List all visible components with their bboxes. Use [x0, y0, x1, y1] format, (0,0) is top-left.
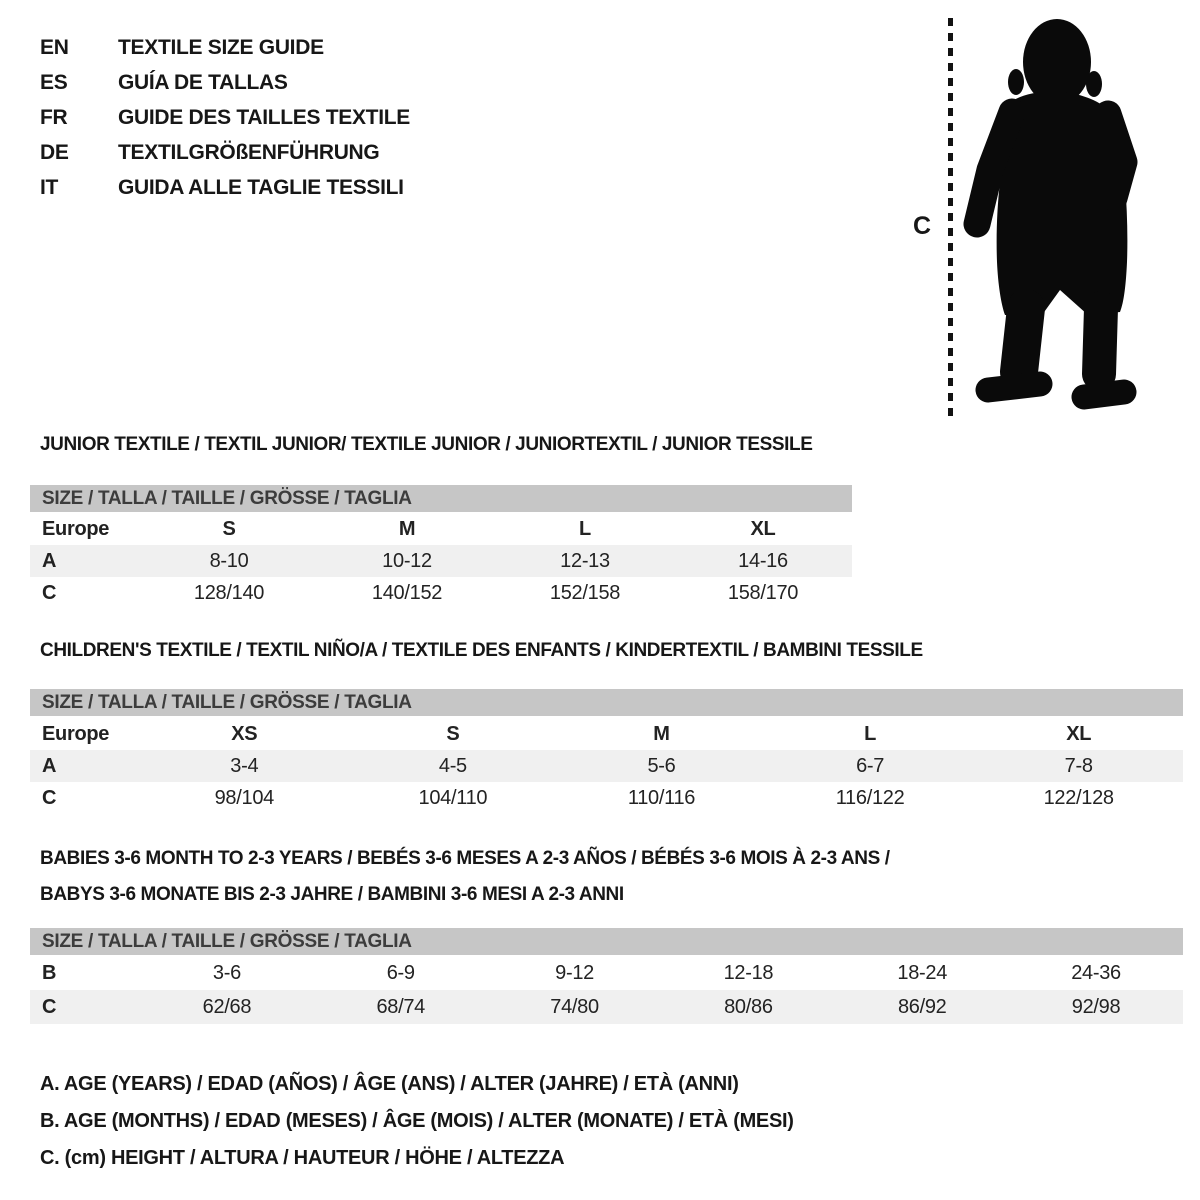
language-row-fr	[40, 100, 410, 135]
age-cell: 3-6	[212, 961, 241, 984]
legend-line-c: C. (cm) HEIGHT / ALTURA / HAUTEUR / HÖHE / ALTEZZA	[40, 1147, 565, 1169]
height-cell: 92/98	[1071, 995, 1121, 1018]
age-cell: 12-13	[560, 549, 610, 572]
age-cell: 8-10	[209, 549, 249, 572]
toddler-silhouette-icon	[960, 12, 1145, 422]
height-dashed-line	[948, 18, 953, 416]
age-cell: 6-9	[386, 961, 415, 984]
table-row	[30, 990, 1183, 1024]
height-cell: 74/80	[550, 995, 599, 1018]
babies-section-title-line1: BABIES 3-6 MONTH TO 2-3 YEARS / BEBÉS 3-6 MESES A 2-3 AÑOS / BÉBÉS 3-6 MOIS À 2-3 ANS /	[40, 848, 890, 869]
language-code: EN	[40, 35, 69, 59]
language-row-es	[40, 65, 410, 100]
height-measure-label: C	[913, 212, 932, 240]
height-cell: 62/68	[202, 995, 252, 1018]
height-cell: 98/104	[214, 786, 274, 809]
age-cell: 18-24	[897, 961, 948, 984]
row-label: C	[42, 995, 57, 1018]
height-cell: 140/152	[371, 581, 443, 604]
legend-line-b: B. AGE (MONTHS) / EDAD (MESES) / ÂGE (MOIS) / ALTER (MONATE) / ETÀ (MESI)	[40, 1110, 794, 1132]
size-cell: XS	[231, 722, 258, 745]
size-cell: M	[653, 722, 670, 745]
language-label: TEXTILGRÖßENFÜHRUNG	[118, 140, 380, 164]
row-label: Europe	[42, 722, 110, 745]
table-row	[30, 545, 852, 577]
size-cell: L	[864, 722, 877, 745]
size-cell: XL	[750, 517, 776, 540]
table-row	[30, 718, 1183, 750]
row-label: A	[42, 754, 57, 777]
age-cell: 3-4	[230, 754, 259, 777]
height-cell: 80/86	[724, 995, 773, 1018]
age-cell: 6-7	[856, 754, 885, 777]
height-cell: 116/122	[835, 786, 905, 809]
age-cell: 7-8	[1064, 754, 1093, 777]
row-label: Europe	[42, 517, 110, 540]
language-label: GUIDA ALLE TAGLIE TESSILI	[118, 175, 404, 199]
table-row	[30, 577, 852, 609]
children-size-table	[30, 718, 1183, 814]
height-cell: 152/158	[549, 581, 621, 604]
language-row-it	[40, 170, 410, 205]
size-cell: L	[579, 517, 591, 540]
age-cell: 14-16	[738, 549, 788, 572]
age-cell: 4-5	[438, 754, 467, 777]
height-cell: 158/170	[727, 581, 799, 604]
row-label: B	[42, 961, 57, 984]
table-row	[30, 956, 1183, 990]
language-row-de	[40, 135, 410, 170]
language-code: DE	[40, 140, 69, 164]
language-label: TEXTILE SIZE GUIDE	[118, 35, 324, 59]
language-row-en	[40, 30, 410, 65]
language-list	[40, 30, 410, 205]
row-label: C	[42, 786, 57, 809]
babies-size-table	[30, 956, 1183, 1024]
height-cell: 128/140	[193, 581, 265, 604]
junior-size-table	[30, 513, 852, 609]
size-cell: M	[398, 517, 416, 540]
junior-section-title: JUNIOR TEXTILE / TEXTIL JUNIOR/ TEXTILE JUNIOR / JUNIORTEXTIL / JUNIOR TESSILE	[40, 434, 813, 455]
language-code: FR	[40, 105, 68, 129]
language-code: IT	[40, 175, 59, 199]
age-cell: 10-12	[382, 549, 432, 572]
height-cell: 86/92	[897, 995, 947, 1018]
size-cell: S	[446, 722, 460, 745]
junior-size-header-bar: SIZE / TALLA / TAILLE / GRÖSSE / TAGLIA	[30, 485, 852, 512]
children-section-title: CHILDREN'S TEXTILE / TEXTIL NIÑO/A / TEXTILE DES ENFANTS / KINDERTEXTIL / BAMBINI TESSILE	[40, 640, 923, 661]
height-cell: 68/74	[376, 995, 426, 1018]
age-cell: 24-36	[1071, 961, 1121, 984]
age-cell: 12-18	[723, 961, 774, 984]
height-cell: 104/110	[418, 786, 488, 809]
height-cell: 122/128	[1043, 786, 1114, 809]
babies-size-header-bar: SIZE / TALLA / TAILLE / GRÖSSE / TAGLIA	[30, 928, 1183, 955]
size-cell: XL	[1066, 722, 1092, 745]
babies-section-title-line2: BABYS 3-6 MONATE BIS 2-3 JAHRE / BAMBINI 3-6 MESI A 2-3 ANNI	[40, 884, 624, 905]
age-cell: 5-6	[647, 754, 676, 777]
age-cell: 9-12	[555, 961, 594, 984]
table-row	[30, 513, 852, 545]
language-label: GUIDE DES TAILLES TEXTILE	[118, 105, 410, 129]
language-label: GUÍA DE TALLAS	[118, 70, 288, 94]
table-row	[30, 782, 1183, 814]
language-code: ES	[40, 70, 68, 94]
row-label: C	[42, 581, 57, 604]
legend	[40, 1066, 794, 1177]
table-row	[30, 750, 1183, 782]
height-cell: 110/116	[627, 786, 696, 809]
legend-line-a: A. AGE (YEARS) / EDAD (AÑOS) / ÂGE (ANS) / ALTER (JAHRE) / ETÀ (ANNI)	[40, 1073, 739, 1095]
row-label: A	[42, 549, 57, 572]
children-size-header-bar: SIZE / TALLA / TAILLE / GRÖSSE / TAGLIA	[30, 689, 1183, 716]
size-cell: S	[222, 517, 236, 540]
